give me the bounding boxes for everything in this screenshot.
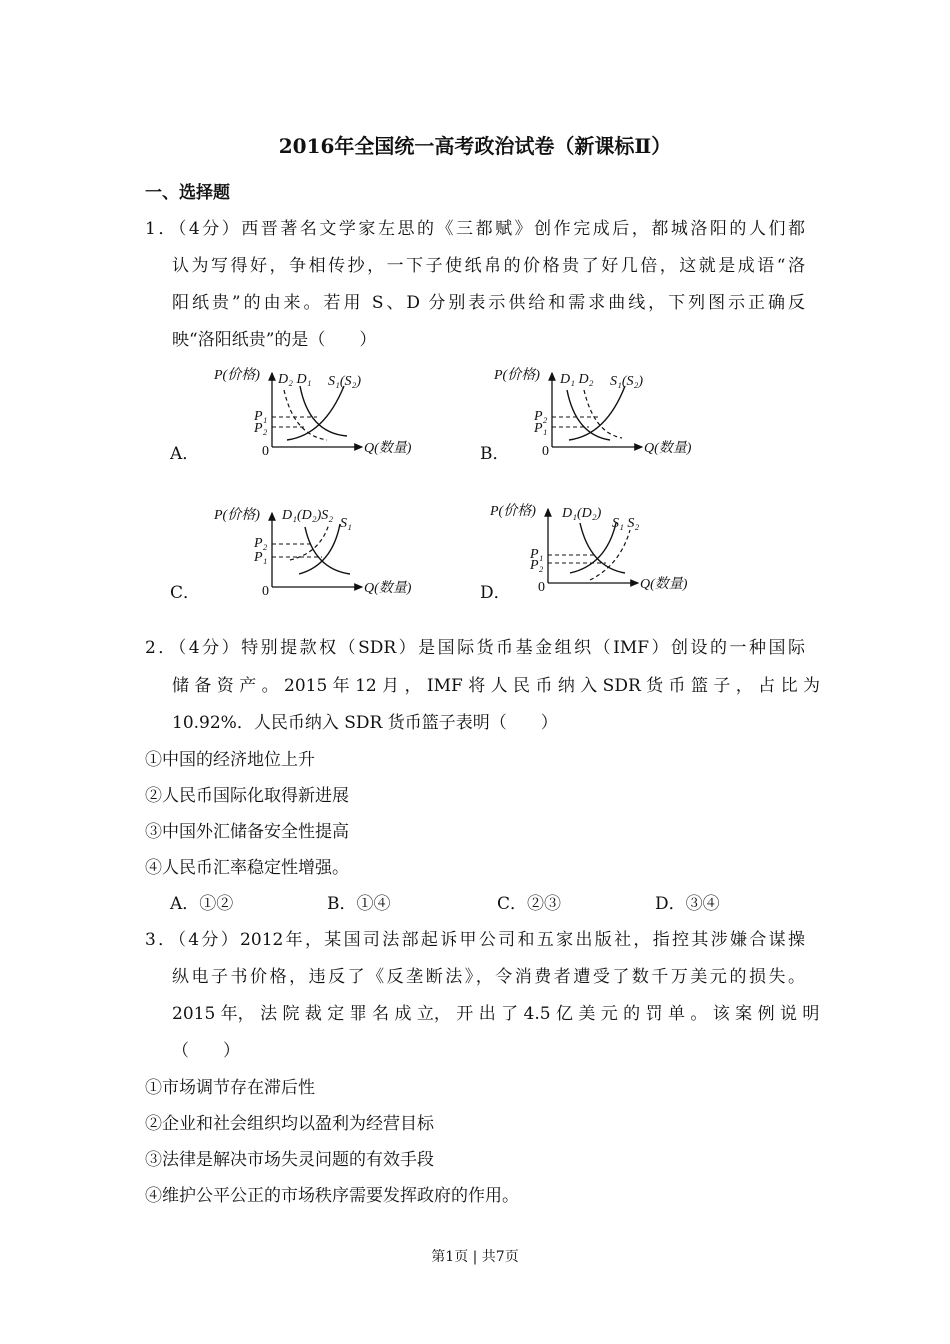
origin-label: 0 bbox=[542, 444, 549, 459]
origin-label: 0 bbox=[262, 444, 269, 459]
q2-item: ③中国外汇储备安全性提高 bbox=[145, 822, 349, 842]
option-d-label: D． bbox=[480, 583, 511, 603]
supply-curve-s1 bbox=[570, 523, 616, 573]
q3-item: ④维护公平公正的市场秩序需要发挥政府的作用。 bbox=[145, 1186, 519, 1206]
demand-curve-d2 bbox=[284, 390, 327, 440]
demand-label: D₁ D₂ bbox=[560, 372, 594, 387]
q2-item: ②人民币国际化取得新进展 bbox=[145, 786, 349, 806]
q2-choice-c: C．②③ bbox=[497, 894, 562, 914]
section-heading: 一、选择题 bbox=[145, 183, 230, 203]
q1-line-3: 阳纸贵”的由来。若用 S、D 分别表示供给和需求曲线，下列图示正确反 bbox=[172, 293, 805, 313]
q2-line-1: 2．（4分）特别提款权（SDR）是国际货币基金组织（IMF）创设的一种国际 bbox=[145, 638, 805, 658]
q3-item: ③法律是解决市场失灵问题的有效手段 bbox=[145, 1150, 434, 1170]
q2-item: ①中国的经济地位上升 bbox=[145, 750, 315, 770]
q3-item: ①市场调节存在滞后性 bbox=[145, 1078, 315, 1098]
q-axis-label: Q(数量) bbox=[364, 581, 412, 596]
price-lower-label: P₂ bbox=[254, 421, 268, 436]
price-lower-label: P₁ bbox=[534, 421, 548, 436]
origin-label: 0 bbox=[538, 580, 545, 595]
demand-label: D₁(D₂)S₂ bbox=[282, 508, 334, 523]
q2-item: ④人民币汇率稳定性增强。 bbox=[145, 858, 349, 878]
demand-label: D₂ D₁ bbox=[278, 372, 312, 387]
supply-label: S₁ bbox=[340, 516, 352, 531]
price-lower-label: P₁ bbox=[254, 550, 268, 565]
graph-b bbox=[494, 365, 744, 465]
option-c-label: C． bbox=[170, 583, 201, 603]
q2-choice-b: B．①④ bbox=[327, 894, 391, 914]
q-axis-label: Q(数量) bbox=[644, 441, 692, 456]
origin-label: 0 bbox=[262, 584, 269, 599]
option-b-label: B． bbox=[480, 444, 510, 464]
price-upper-label: P₂ bbox=[254, 536, 268, 551]
page-footer: 第1页 | 共7页 bbox=[431, 1249, 519, 1265]
supply-curve bbox=[569, 386, 625, 440]
price-upper-label: P₁ bbox=[254, 409, 268, 424]
p-axis-label: P(价格) bbox=[214, 508, 260, 523]
supply-label: S₁(S₂) bbox=[328, 374, 362, 389]
supply-label: S₁(S₂) bbox=[610, 374, 644, 389]
option-a-label: A． bbox=[170, 444, 200, 464]
price-upper-label: P₁ bbox=[530, 547, 544, 562]
q2-choice-a: A．①② bbox=[170, 894, 234, 914]
demand-label: D₁(D₂) bbox=[562, 506, 602, 521]
q1-line-1: 1．（4分）西晋著名文学家左思的《三都赋》创作完成后，都城洛阳的人们都 bbox=[145, 219, 805, 239]
graph-a bbox=[214, 365, 464, 465]
price-upper-label: P₂ bbox=[534, 409, 548, 424]
q2-line-2: 储 备 资 产 。 2015 年 12 月 ， IMF 将 人 民 币 纳 入 SDR 货 币 篮 子 ， 占 比 为 bbox=[172, 676, 820, 696]
q3-item: ②企业和社会组织均以盈利为经营目标 bbox=[145, 1114, 434, 1134]
q3-line-3: 2015 年， 法 院 裁 定 罪 名 成 立， 开 出 了 4.5 亿 美 元 的 罚 单 。 该 案 例 说 明 bbox=[172, 1004, 820, 1024]
demand-curve-d1 bbox=[567, 390, 610, 440]
q2-line-3: 10.92%．人民币纳入 SDR 货币篮子表明（ ） bbox=[172, 713, 558, 733]
page-title: 2016年全国统一高考政治试卷（新课标Ⅱ） bbox=[278, 134, 672, 158]
supply-curve-s1 bbox=[299, 524, 340, 574]
q1-line-4: 映“洛阳纸贵”的是（ ） bbox=[172, 330, 377, 350]
q3-line-1: 3．（4分）2012年，某国司法部起诉甲公司和五家出版社，指控其涉嫌合谋操 bbox=[145, 930, 805, 950]
q3-line-2: 纵电子书价格，违反了《反垄断法》，令消费者遭受了数千万美元的损失。 bbox=[172, 967, 805, 987]
price-lower-label: P₂ bbox=[530, 558, 544, 573]
p-axis-label: P(价格) bbox=[214, 368, 260, 383]
q2-choice-d: D．③④ bbox=[655, 894, 720, 914]
graph-c bbox=[214, 505, 464, 605]
q1-line-2: 认为写得好，争相传抄，一下子使纸帛的价格贵了好几倍，这就是成语“洛 bbox=[172, 256, 805, 276]
supply-label: S₁ S₂ bbox=[612, 516, 640, 531]
supply-curve bbox=[287, 386, 344, 440]
p-axis-label: P(价格) bbox=[494, 368, 540, 383]
q-axis-label: Q(数量) bbox=[640, 577, 688, 592]
p-axis-label: P(价格) bbox=[490, 504, 536, 519]
q-axis-label: Q(数量) bbox=[364, 441, 412, 456]
q3-line-4: （ ） bbox=[172, 1041, 240, 1061]
graph-d bbox=[490, 501, 740, 601]
demand-curve-d2 bbox=[584, 390, 622, 438]
